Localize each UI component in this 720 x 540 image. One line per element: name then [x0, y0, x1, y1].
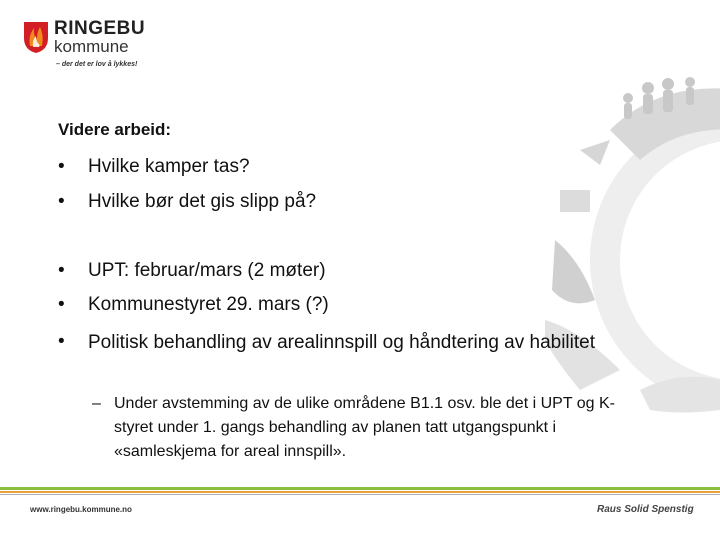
footer-website-link[interactable]: www.ringebu.kommune.no: [30, 505, 132, 514]
bullet-text: Hvilke kamper tas?: [88, 156, 250, 177]
bullet-dot: •: [58, 260, 65, 281]
logo-subtitle: kommune: [54, 37, 129, 56]
bullet-text: Kommunestyret 29. mars (?): [88, 294, 329, 315]
sub-bullet-dash: –: [92, 395, 101, 412]
bullet-dot: •: [58, 294, 65, 315]
sub-bullet-text: Under avstemming av de ulike områdene B1.1 osv. ble det i UPT og K-styret under 1. gangs behandling av planen tatt utgangspunkt i «samleskjema for areal innspill».: [114, 395, 615, 460]
slide-heading: Videre arbeid:: [58, 120, 172, 139]
footer-motto: Raus Solid Spenstig: [597, 504, 694, 515]
bullet-dot: •: [58, 191, 65, 212]
bullet-text: Hvilke bør det gis slipp på?: [88, 191, 317, 212]
bullet-dot: •: [58, 156, 65, 177]
bullet-dot: •: [58, 331, 65, 352]
logo-slogan: – der det er lov å lykkes!: [56, 61, 138, 68]
bullet-text: Politisk behandling av arealinnspill og håndtering av habilitet: [88, 332, 595, 353]
bullet-text: UPT: februar/mars (2 møter): [88, 260, 326, 281]
logo-name: RINGEBU: [54, 18, 146, 39]
footer-divider-lines: [0, 487, 720, 497]
